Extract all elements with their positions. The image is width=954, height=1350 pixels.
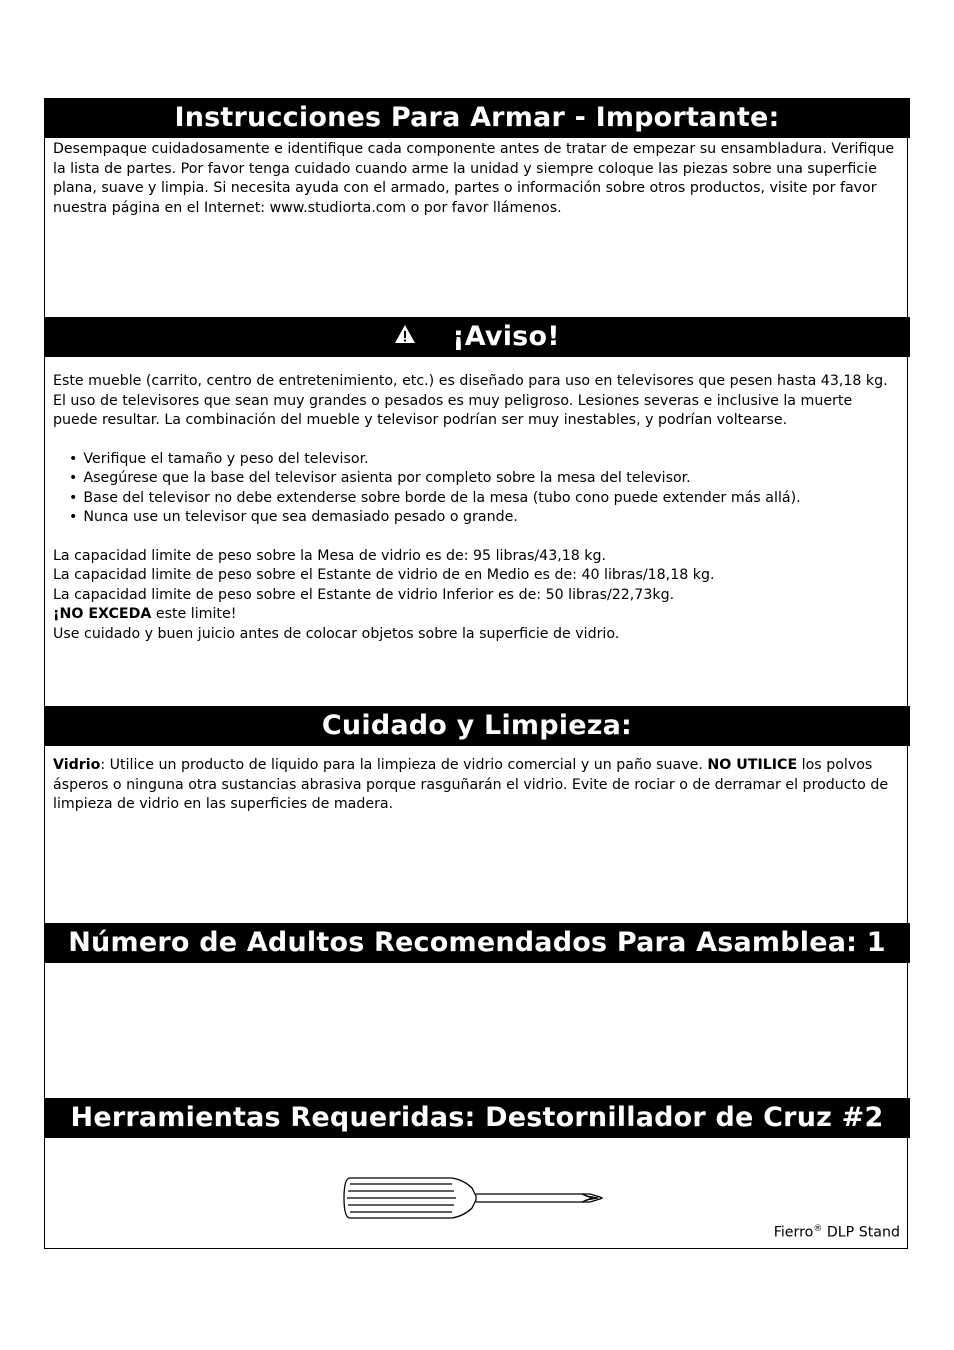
instructions-section: [44, 98, 910, 218]
do-not-use: NO UTILICE: [707, 757, 798, 773]
warning-bullet: • Verifique el tamaño y peso del televisor.: [69, 450, 901, 470]
product-model: DLP Stand: [822, 1224, 900, 1241]
warning-bullet-list: [53, 450, 901, 528]
registered-mark: ®: [813, 1224, 823, 1234]
cleaning-section: [44, 706, 910, 815]
exceed-rest: este limite!: [151, 606, 237, 622]
warning-header: [44, 317, 910, 357]
cleaning-text: [53, 756, 901, 815]
cleaning-text-part2: los polvos ásperos o ninguna otra sustancias abrasiva porque rasguñarán el vidrio. Evite de rociar o de derramar el producto de limpieza de vidrio en las superficies de madera.: [53, 757, 889, 812]
instructions-text: Desempaque cuidadosamente e identifique cada componente antes de tratar de empezar su ensambladura. Verifique la lista de partes. Por favor tenga cuidado cuando arme la unidad y siempre coloque las piezas sobre una superficie plana, suave y limpia. Si necesita ayuda con el armado, partes o información sobre otros productos, visite por favor nuestra página en el Internet: www.studiorta.com o por favor llámenos.: [53, 141, 895, 216]
warning-bullet: • Nunca use un televisor que sea demasiado pesado o grande.: [69, 508, 901, 528]
warning-title: ¡Aviso!: [452, 321, 560, 352]
glass-label: Vidrio: [53, 757, 101, 773]
tools-section: [44, 1098, 910, 1138]
product-name-text: Fierro: [773, 1224, 814, 1241]
capacity-line: La capacidad limite de peso sobre el Estante de vidrio de en Medio es de: 40 libras/18,18 kg.: [53, 567, 715, 583]
adults-title: Número de Adultos Recomendados Para Asamblea: 1: [44, 923, 910, 963]
capacity-line: La capacidad limite de peso sobre la Mesa de vidrio es de: 95 libras/43,18 kg.: [53, 547, 607, 564]
page-frame: [44, 98, 908, 1249]
instructions-title: Instrucciones Para Armar - Importante:: [44, 98, 910, 138]
cleaning-text-part1: : Utilice un producto de liquido para la limpieza de vidrio comercial y un paño suave.: [100, 757, 708, 773]
adults-section: [44, 923, 910, 963]
warning-bullet: • Base del televisor no debe extenderse sobre borde de la mesa (tubo cono puede extender más allá).: [69, 489, 901, 509]
warning-intro: Este mueble (carrito, centro de entretenimiento, etc.) es diseñado para uso en televisores que pesen hasta 43,18 kg. El uso de televisores que sean muy grandes o pesados es muy peligroso. Lesiones severas e inclusive la muerte puede resultar. La combinación del mueble y televisor podrían ser muy inestables, y podrían voltearse.: [53, 373, 888, 428]
cleaning-title: Cuidado y Limpieza:: [44, 706, 910, 746]
tools-title: Herramientas Requeridas: Destornillador de Cruz #2: [44, 1098, 910, 1138]
warning-bullet: • Asegúrese que la base del televisor asienta por completo sobre la mesa del televisor.: [69, 469, 901, 489]
exceed-bold: ¡NO EXCEDA: [53, 606, 152, 622]
warning-section: [44, 317, 910, 644]
exceed-warning: [53, 605, 901, 625]
care-note: Use cuidado y buen juicio antes de colocar objetos sobre la superficie de vidrio.: [53, 625, 620, 642]
capacity-line: La capacidad limite de peso sobre el Estante de vidrio Inferior es de: 50 libras/22,73kg.: [53, 586, 675, 603]
screwdriver-icon: [342, 1170, 606, 1230]
product-name: [774, 1224, 900, 1241]
warning-triangle-icon: [394, 316, 416, 356]
